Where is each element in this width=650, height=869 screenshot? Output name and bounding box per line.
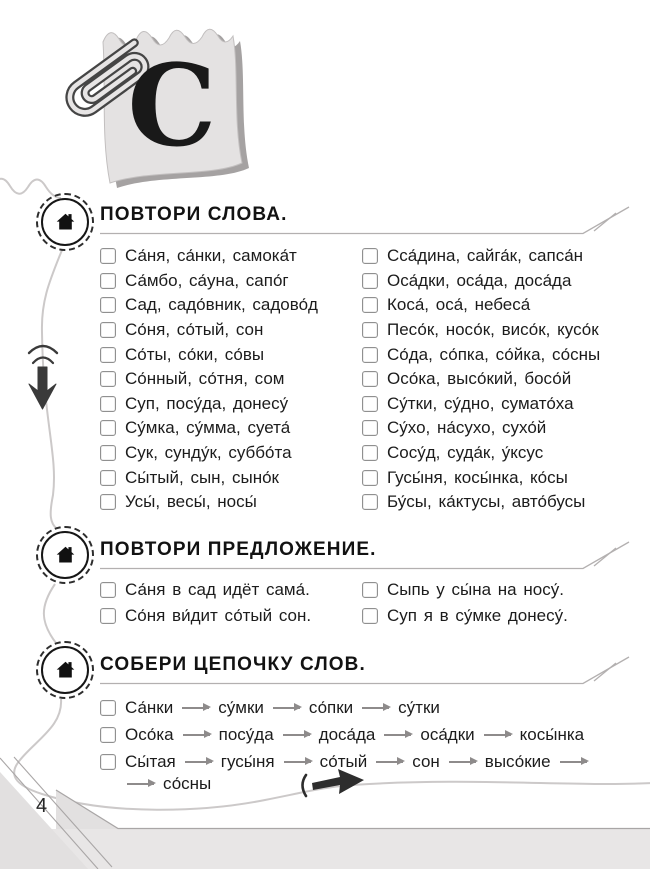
chain-arrow-icon (384, 734, 411, 736)
checkbox[interactable] (362, 371, 378, 387)
word-row-text: Са́ня, са́нки, самока́т (125, 246, 297, 266)
word-row (100, 367, 318, 392)
chain-arrow-icon (560, 761, 587, 763)
word-row-text: Со́ты, со́ки, со́вы (125, 344, 265, 364)
chain-word: су́мки (218, 698, 264, 717)
word-row-text: Сук, сунду́к, суббо́та (125, 443, 292, 463)
word-row (100, 392, 318, 417)
word-row (362, 367, 600, 392)
checkbox[interactable] (100, 420, 116, 436)
chain-word: со́пки (308, 698, 354, 717)
checkbox[interactable] (100, 608, 116, 624)
word-row (362, 342, 600, 367)
word-row-text: Сосу́д, суда́к, у́ксус (387, 443, 544, 463)
chain-word: со́сны (163, 774, 212, 793)
word-row-text: Су́тки, су́дно, сумато́ха (387, 393, 574, 413)
word-row-text: Со́ня, со́тый, сон (125, 320, 264, 340)
words-column-left (100, 244, 318, 515)
word-row (362, 465, 600, 490)
checkbox[interactable] (362, 297, 378, 313)
section-badge (36, 641, 94, 699)
checkbox[interactable] (100, 273, 116, 289)
checkbox[interactable] (362, 445, 378, 461)
sentence-row (362, 603, 568, 629)
home-icon (52, 542, 79, 569)
section-badge (36, 193, 94, 251)
checkbox[interactable] (362, 396, 378, 412)
checkbox[interactable] (100, 445, 116, 461)
chain-arrow-icon (362, 707, 389, 709)
chain-arrow-icon (376, 761, 403, 763)
sentence-text: Сыпь у сы́на на носу́. (387, 580, 564, 599)
word-row-text: Са́мбо, са́уна, сапо́г (125, 270, 289, 290)
word-row (362, 244, 600, 269)
checkbox[interactable] (100, 396, 116, 412)
word-row (100, 441, 318, 466)
word-row (100, 269, 318, 294)
chain-word: су́тки (398, 698, 440, 717)
chain-word: Са́нки (125, 698, 174, 717)
chain-arrow-icon (127, 783, 154, 785)
chain-word: посу́да (218, 725, 274, 744)
section-badge (36, 526, 94, 584)
word-row (100, 293, 318, 318)
word-row-text: Гусы́ня, косы́нка, ко́сы (387, 467, 568, 487)
checkbox[interactable] (362, 470, 378, 486)
checkbox[interactable] (100, 727, 116, 743)
checkbox[interactable] (100, 347, 116, 363)
word-row-text: Песо́к, носо́к, висо́к, кусо́к (387, 320, 599, 340)
word-row-text: Бу́сы, ка́ктусы, авто́бусы (387, 492, 586, 512)
checkbox[interactable] (362, 322, 378, 338)
word-row-text: Со́да, со́пка, со́йка, со́сны (387, 344, 601, 364)
word-row (362, 441, 600, 466)
chain-word: Сы́тая (125, 752, 176, 771)
word-row (362, 392, 600, 417)
chain-row-continuation (118, 771, 211, 797)
word-row-text: Осо́ка, высо́кий, босо́й (387, 369, 572, 389)
word-row-text: Су́хо, на́сухо, сухо́й (387, 418, 547, 438)
word-row (100, 416, 318, 441)
checkbox[interactable] (100, 700, 116, 716)
home-icon (52, 209, 79, 236)
word-row (362, 269, 600, 294)
chain-word: гусы́ня (220, 752, 275, 771)
word-row (362, 416, 600, 441)
chain-arrow-icon (283, 734, 310, 736)
letter-card: С (127, 41, 217, 172)
section-title-words: ПОВТОРИ СЛОВА. (100, 204, 288, 225)
chain-arrow-icon (185, 761, 212, 763)
chain-word: со́тый (319, 752, 368, 771)
checkbox[interactable] (100, 470, 116, 486)
sentence-row (100, 577, 311, 603)
checkbox[interactable] (100, 494, 116, 510)
word-row-text: Усы́, весы́, носы́ (125, 492, 257, 512)
chain-word: доса́да (318, 725, 376, 744)
word-row-text: Коса́, оса́, небеса́ (387, 295, 531, 315)
word-row-text: Суп, посу́да, донесу́ (125, 393, 289, 413)
word-row (362, 490, 600, 515)
sentence-row (362, 577, 568, 603)
chain-word: сон (412, 752, 440, 771)
word-row-text: Су́мка, су́мма, суета́ (125, 418, 291, 438)
checkbox[interactable] (362, 494, 378, 510)
home-icon (52, 657, 79, 684)
word-row-text: Сы́тый, сын, сыно́к (125, 467, 279, 487)
chain-word: косы́нка (519, 725, 585, 744)
sentences-column-right (362, 577, 568, 629)
checkbox[interactable] (100, 297, 116, 313)
checkbox[interactable] (362, 608, 378, 624)
word-row (362, 293, 600, 318)
page-number: 4 (36, 795, 48, 817)
word-row-text: Сад, садо́вник, садово́д (125, 295, 318, 315)
checkbox[interactable] (100, 371, 116, 387)
chain-arrow-icon (449, 761, 476, 763)
checkbox[interactable] (100, 322, 116, 338)
word-row (100, 342, 318, 367)
checkbox[interactable] (362, 273, 378, 289)
checkbox[interactable] (100, 754, 116, 770)
chain-word: Осо́ка (125, 725, 174, 744)
chain-arrow-icon (182, 707, 209, 709)
word-row-text: Со́нный, со́тня, сом (125, 369, 285, 389)
sentence-text: Са́ня в сад идёт сама́. (125, 580, 310, 599)
checkbox[interactable] (362, 582, 378, 598)
word-row (100, 244, 318, 269)
chain-arrow-icon (284, 761, 311, 763)
circle-ring (41, 531, 89, 579)
checkbox[interactable] (362, 248, 378, 264)
word-row (100, 490, 318, 515)
chain-word: оса́дки (420, 725, 475, 744)
circle-ring (41, 646, 89, 694)
word-row-text: Сса́дина, сайга́к, сапса́н (387, 246, 584, 266)
checkbox[interactable] (100, 248, 116, 264)
circle-ring (41, 198, 89, 246)
sentence-text: Со́ня ви́дит со́тый сон. (125, 606, 312, 625)
word-row (362, 318, 600, 343)
chain-row (100, 722, 584, 748)
chain-arrow-icon (484, 734, 511, 736)
sentence-text: Суп я в су́мке донесу́. (387, 606, 568, 625)
section-title-sentences: ПОВТОРИ ПРЕДЛОЖЕНИЕ. (100, 539, 377, 560)
word-row (100, 465, 318, 490)
word-row (100, 318, 318, 343)
chain-arrow-icon (183, 734, 210, 736)
word-row-text: Оса́дки, оса́да, доса́да (387, 270, 572, 290)
section-title-chains: СОБЕРИ ЦЕПОЧКУ СЛОВ. (100, 654, 366, 675)
sentence-row (100, 603, 311, 629)
checkbox[interactable] (100, 582, 116, 598)
words-column-right (362, 244, 600, 515)
checkbox[interactable] (362, 347, 378, 363)
checkbox[interactable] (362, 420, 378, 436)
chain-arrow-icon (273, 707, 300, 709)
chain-row (100, 695, 440, 721)
chain-word: высо́кие (484, 752, 551, 771)
sentences-column-left (100, 577, 311, 629)
